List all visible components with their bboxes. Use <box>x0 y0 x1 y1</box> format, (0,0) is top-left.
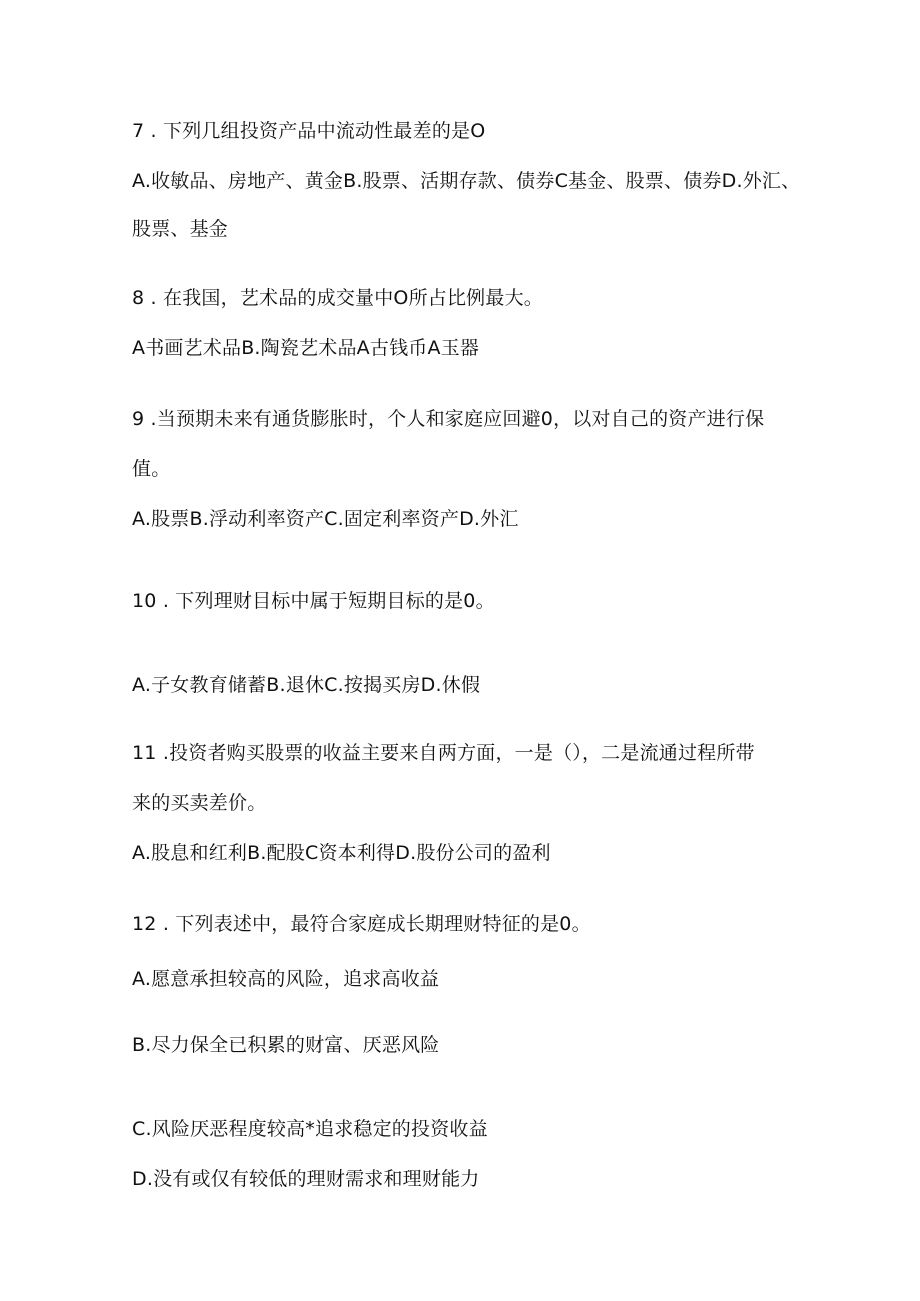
question-12-option-d: D.没有或仅有较低的理财需求和理财能力 <box>132 1168 480 1190</box>
question-12-option-c: C.风险厌恶程度较高*追求稳定的投资收益 <box>132 1118 488 1140</box>
question-9-options-line-1: A.股票B.浮动利率资产C.固定利率资产D.外汇 <box>132 508 519 530</box>
question-9-stem-line-1 <box>132 406 764 432</box>
question-10-text: . 下列理财目标中属于短期目标的是0。 <box>162 590 495 612</box>
question-7-number: 7 <box>132 120 145 142</box>
question-11-stem-line-2: 来的买卖差价。 <box>132 792 267 814</box>
question-8-text: . 在我国，艺术品的成交量中O所占比例最大。 <box>150 287 543 309</box>
question-8-options-line-1: A书画艺术品B.陶瓷艺术品A古钱币A玉器 <box>132 337 480 359</box>
question-11-number: 11 <box>132 742 157 764</box>
question-12-option-a: A.愿意承担较高的风险，追求高收益 <box>132 968 440 990</box>
question-10-number: 10 <box>132 590 157 612</box>
question-12-stem <box>132 911 591 937</box>
question-11-stem-line-1 <box>132 740 755 766</box>
question-7-options-line-2: 股票、基金 <box>132 218 229 240</box>
question-10-options-line-1: A.子女教育储蓄B.退休C.按揭买房D.休假 <box>132 674 481 696</box>
question-11-options-line-1: A.股息和红利B.配股C资本利得D.股份公司的盈利 <box>132 842 551 864</box>
question-8-number: 8 <box>132 287 145 309</box>
question-12-number: 12 <box>132 913 157 935</box>
question-9-number: 9 <box>132 408 145 430</box>
question-9-stem-line-2: 值。 <box>132 458 171 480</box>
question-9-text-1: .当预期未来有通货膨胀时，个人和家庭应回避0，以对自己的资产进行保 <box>150 408 765 430</box>
question-10-stem <box>132 588 495 614</box>
question-11-text-1: .投资者购买股票的收益主要来自两方面，一是（），二是流通过程所带 <box>162 742 755 764</box>
question-12-text: . 下列表述中，最符合家庭成长期理财特征的是0。 <box>162 913 591 935</box>
question-12-option-b: B.尽力保全已积累的财富、厌恶风险 <box>132 1034 440 1056</box>
question-7-options-line-1: A.收敏品、房地产、黄金B.股票、活期存款、债券C基金、股票、债券D.外汇、 <box>132 170 801 192</box>
question-7-text: . 下列几组投资产品中流动性最差的是O <box>150 120 486 142</box>
question-8-stem <box>132 285 543 311</box>
question-7-stem <box>132 118 485 144</box>
